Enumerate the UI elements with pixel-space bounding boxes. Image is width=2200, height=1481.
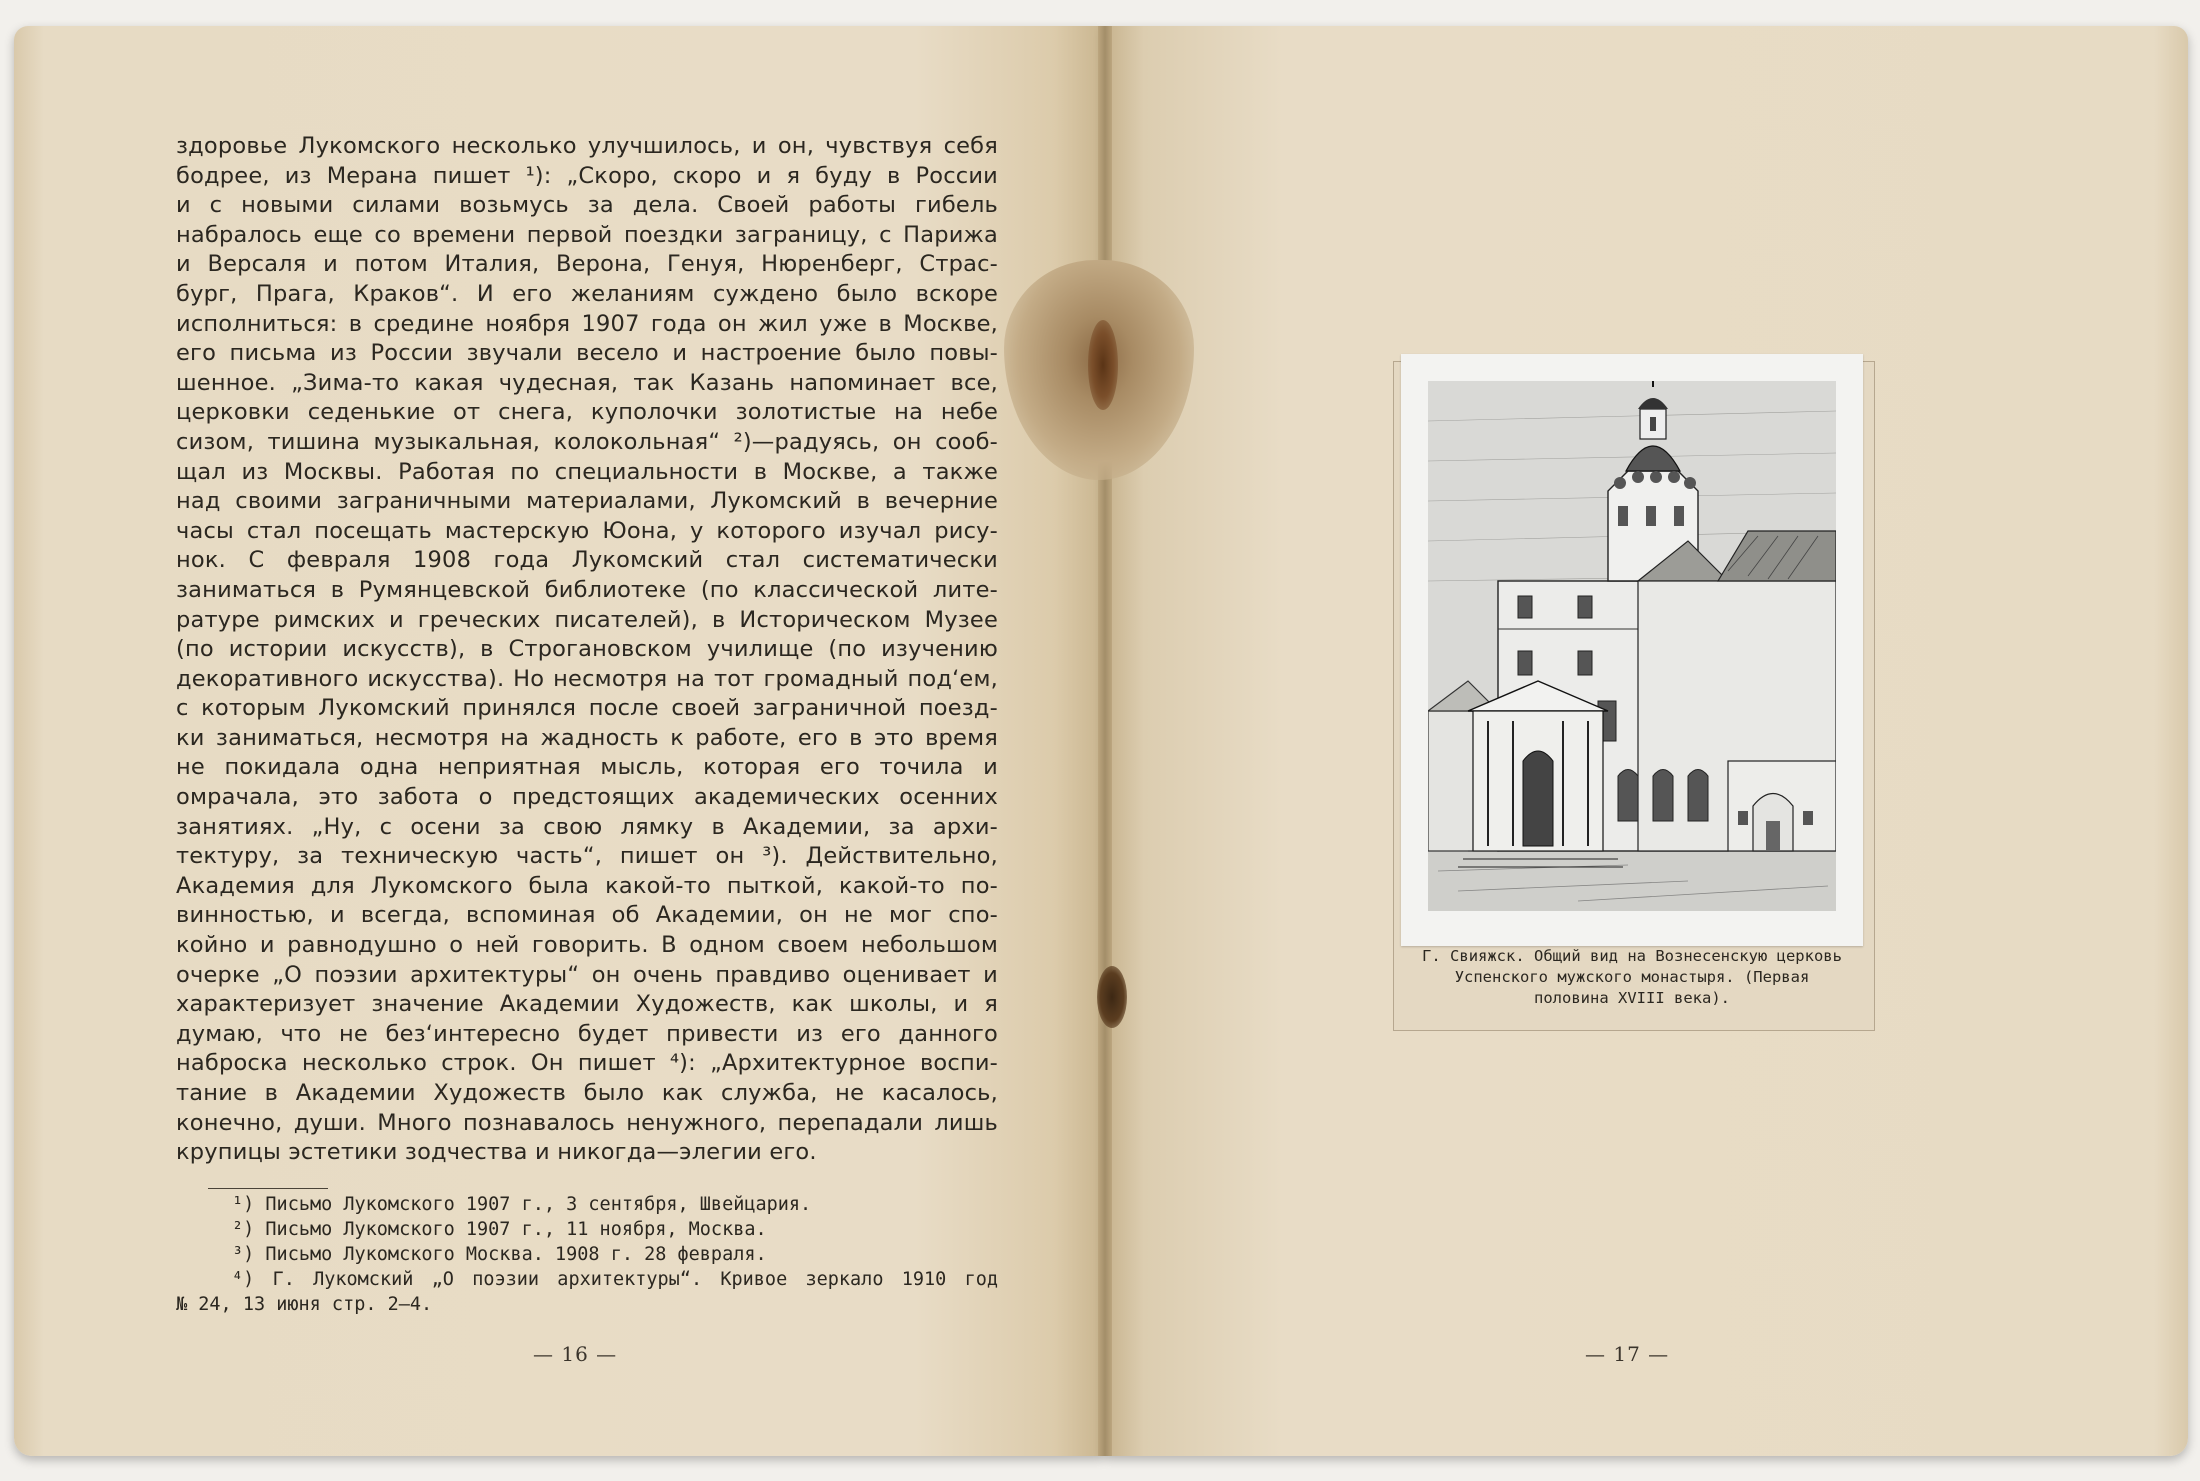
stain-core (1088, 320, 1118, 410)
book-gutter (1098, 26, 1112, 1456)
text-line: декоративного искусства). Но несмотря на тот громадный под‘ем, (176, 665, 998, 692)
body-text (176, 132, 998, 1168)
text-line: заниматься в Румянцевской библиотеке (по классической лите- (176, 576, 998, 603)
page-number-right: — 17 — (1585, 1342, 1670, 1366)
text-line: церковки седенькие от снега, куполочки золотистые на небе (176, 399, 998, 426)
text-line: щал из Москвы. Работая по специальности в Москве, а также (176, 458, 998, 485)
text-line: думаю, что не без‘интересно будет привести из его данного (176, 1020, 998, 1047)
text-line: омрачала, это забота о предстоящих академических осенних (176, 784, 998, 811)
text-line: не покидала одна неприятная мысль, которая его точила и (176, 754, 998, 781)
footnote: ³) Письмо Лукомского Москва. 1908 г. 28 февраля. (232, 1244, 767, 1265)
text-line: шенное. „Зима-то какая чудесная, так Казань напоминает все, (176, 369, 998, 396)
church-drawing (1428, 381, 1836, 911)
text-line: ки заниматься, несмотря на жадность к работе, его в это время (176, 724, 998, 751)
text-line: занятиях. „Ну, с осени за свою лямку в Академии, за архи- (176, 813, 998, 840)
text-line: здоровье Лукомского несколько улучшилось, и он, чувствуя себя (176, 133, 998, 159)
text-line: (по истории искусств), в Строгановском училище (по изучению (176, 636, 998, 663)
text-line: крупицы эстетики зодчества и никогда—элегии его. (176, 1139, 817, 1166)
text-line: с которым Лукомский принялся после своей заграничной поезд- (176, 695, 998, 722)
caption-line: половина XVIII века). (1534, 989, 1730, 1007)
text-line: бодрее, из Мерана пишет ¹): „Скоро, скоро и я буду в России (176, 162, 998, 189)
text-line: нок. С февраля 1908 года Лукомский стал систематически (176, 547, 998, 574)
text-line: его письма из России звучали весело и настроение было повы- (176, 340, 998, 367)
text-line: над своими заграничными материалами, Лукомский в вечерние (176, 488, 998, 515)
footnote: № 24, 13 июня стр. 2—4. (176, 1294, 433, 1315)
text-line: исполниться: в средине ноября 1907 года он жил уже в Москве, (176, 310, 998, 337)
text-line: тектуру, за техническую часть“, пишет он ³). Действительно, (176, 843, 998, 870)
text-line: и с новыми силами возьмусь за дела. Своей работы гибель (176, 192, 998, 219)
text-line: ратуре римских и греческих писателей), в Историческом Музее (176, 606, 998, 633)
text-line: часы стал посещать мастерскую Юона, у которого изучал рису- (176, 517, 998, 544)
footnote: ¹) Письмо Лукомского 1907 г., 3 сентября, Швейцария. (232, 1194, 812, 1215)
page-number-left: — 16 — (533, 1342, 618, 1366)
text-line: очерке „О поэзии архитектуры“ он очень правдиво оценивает и (176, 961, 998, 988)
footnotes (176, 1192, 998, 1317)
text-line: характеризует значение Академии Художеств, как школы, и я (176, 991, 998, 1018)
footnote-rule (208, 1188, 328, 1189)
text-line: койно и равнодушно о ней говорить. В одном своем небольшом (176, 932, 998, 959)
caption-line: Г. Свияжск. Общий вид на Вознесенскую церковь (1422, 947, 1842, 965)
text-line: наброска несколько строк. Он пишет ⁴): „Архитектурное воспи- (176, 1050, 998, 1077)
text-line: и Версаля и потом Италия, Верона, Генуя, Нюренберг, Страс- (176, 251, 998, 278)
church-photograph (1401, 354, 1863, 946)
text-line: набралось еще со времени первой поездки заграницу, с Парижа (176, 221, 998, 248)
footnote: ²) Письмо Лукомского 1907 г., 11 ноября, Москва. (232, 1219, 767, 1240)
text-line: Академия для Лукомского была какой-то пыткой, какой-то по- (176, 872, 998, 899)
text-line: сизом, тишина музыкальная, колокольная“ ²)—радуясь, он сооб- (176, 428, 998, 455)
footnote: ⁴) Г. Лукомский „О поэзии архитектуры“. Кривое зеркало 1910 год (232, 1269, 998, 1290)
text-line: тание в Академии Художеств было как служба, не касалось, (176, 1080, 998, 1106)
text-line: бург, Прага, Краков“. И его желаниям суждено было вскоре (176, 280, 998, 307)
caption-line: Успенского мужского монастыря. (Первая (1454, 968, 1810, 986)
text-line: конечно, души. Много познавалось ненужного, перепадали лишь (176, 1109, 998, 1136)
text-line: винностью, и всегда, вспоминая об Академии, он не мог спо- (176, 902, 998, 929)
ink-blot (1097, 966, 1127, 1028)
photo-caption (1401, 946, 1863, 1009)
